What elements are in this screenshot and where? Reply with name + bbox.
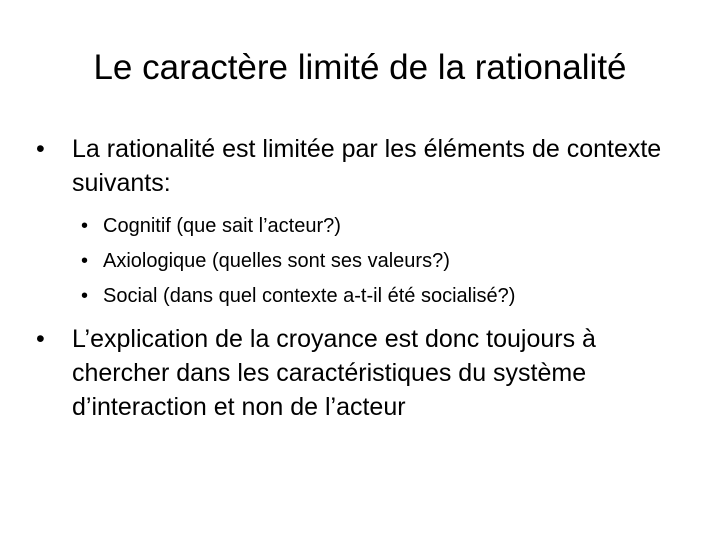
sub-bullet-item-social [72,282,686,310]
sub-bullet-text: Cognitif (que sait l’acteur?) [103,215,341,237]
sub-bullet-item-axiologique [72,247,686,275]
bullet-item-text: La rationalité est limitée par les éléments de contexte suivants: [72,135,662,197]
bullet-icon: • [81,250,89,272]
sub-bullet-item-cognitif [72,212,686,240]
bullet-item-2 [36,322,686,424]
bullet-icon: • [36,325,45,353]
bullet-list [36,132,686,434]
bullet-icon: • [81,285,89,307]
bullet-icon: • [81,215,89,237]
sub-bullet-text: Axiologique (quelles sont ses valeurs?) [103,250,450,272]
slide-title: Le caractère limité de la rationalité [93,48,627,87]
sub-bullet-text: Social (dans quel contexte a-t-il été socialisé?) [103,285,516,307]
bullet-icon: • [36,135,45,163]
sub-bullet-list [72,212,686,310]
bullet-item-1 [36,132,686,310]
bullet-item-text: L’explication de la croyance est donc toujours à chercher dans les caractéristiques du système d’interaction et non de l’acteur [72,325,596,421]
